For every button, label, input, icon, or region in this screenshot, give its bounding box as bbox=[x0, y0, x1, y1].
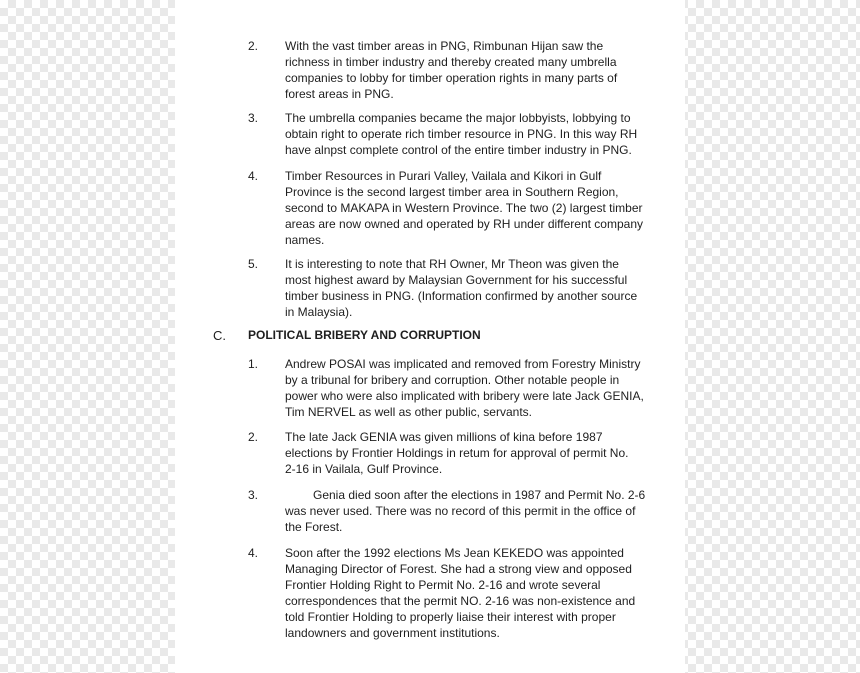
text-line: the Forest. bbox=[285, 520, 343, 534]
text-line: Managing Director of Forest. She had a strong view and opposed bbox=[285, 562, 632, 576]
item-text bbox=[285, 38, 680, 102]
item-text bbox=[285, 356, 680, 420]
text-line: With the vast timber areas in PNG, Rimbunan Hijan saw the bbox=[285, 39, 604, 53]
text-line: have alnpst complete control of the entire timber industry in PNG. bbox=[285, 143, 632, 157]
text-line: elections by Frontier Holdings in retum for approval of permit No. bbox=[285, 446, 629, 460]
text-line: power who were also implicated with bribery were late Jack GENIA, bbox=[285, 389, 644, 403]
text-line: It is interesting to note that RH Owner, Mr Theon was given the bbox=[285, 257, 619, 271]
text-line: forest areas in PNG. bbox=[285, 87, 394, 101]
document-page bbox=[175, 0, 685, 673]
text-line: correspondences that the permit NO. 2-16 was non-existence and bbox=[285, 594, 636, 608]
text-line: areas are now owned and operated by RH under different company bbox=[285, 217, 644, 231]
item-text bbox=[285, 487, 680, 535]
item-number: 1. bbox=[248, 357, 259, 371]
text-line: Tim NERVEL as well as other public, servants. bbox=[285, 405, 532, 419]
item-text bbox=[285, 429, 680, 477]
text-line: in Malaysia). bbox=[285, 305, 353, 319]
text-line: 2-16 in Vailala, Gulf Province. bbox=[285, 462, 443, 476]
item-text bbox=[285, 256, 680, 320]
text-line: by a tribunal for bribery and corruption. Other notable people in bbox=[285, 373, 620, 387]
text-line: Andrew POSAI was implicated and removed from Forestry Ministry bbox=[285, 357, 641, 371]
text-line: Genia died soon after the elections in 1987 and Permit No. 2-6 bbox=[313, 488, 646, 502]
text-line: told Frontier Holding to properly liaise their interest with proper bbox=[285, 610, 616, 624]
item-number: 4. bbox=[248, 546, 259, 560]
item-number: 2. bbox=[248, 430, 259, 444]
text-line: names. bbox=[285, 233, 325, 247]
text-line: Soon after the 1992 elections Ms Jean KEKEDO was appointed bbox=[285, 546, 624, 560]
item-text bbox=[285, 110, 680, 158]
text-line: second to MAKAPA in Western Province. The two (2) largest timber bbox=[285, 201, 643, 215]
text-line: obtain right to operate rich timber resource in PNG. In this way RH bbox=[285, 127, 638, 141]
text-line: Frontier Holding Right to Permit No. 2-16 and wrote several bbox=[285, 578, 601, 592]
text-line: was never used. There was no record of this permit in the office of bbox=[285, 504, 636, 518]
section-letter: C. bbox=[213, 328, 226, 343]
item-text bbox=[285, 168, 680, 248]
item-number: 2. bbox=[248, 39, 259, 53]
text-line: The late Jack GENIA was given millions of kina before 1987 bbox=[285, 430, 603, 444]
text-line: Timber Resources in Purari Valley, Vailala and Kikori in Gulf bbox=[285, 169, 602, 183]
item-number: 4. bbox=[248, 169, 259, 183]
item-number: 3. bbox=[248, 111, 259, 125]
item-number: 5. bbox=[248, 257, 259, 271]
text-line: Province is the second largest timber area in Southern Region, bbox=[285, 185, 619, 199]
text-line: most highest award by Malaysian Government for his successful bbox=[285, 273, 628, 287]
text-line: The umbrella companies became the major lobbyists, lobbying to bbox=[285, 111, 631, 125]
text-line: timber business in PNG. (Information confirmed by another source bbox=[285, 289, 638, 303]
text-line: richness in timber industry and thereby created many umbrella bbox=[285, 55, 617, 69]
item-number: 3. bbox=[248, 488, 259, 502]
text-line: companies to lobby for timber operation rights in many parts of bbox=[285, 71, 618, 85]
section-title: POLITICAL BRIBERY AND CORRUPTION bbox=[248, 328, 481, 342]
text-line: landowners and government institutions. bbox=[285, 626, 500, 640]
item-text bbox=[285, 545, 680, 641]
